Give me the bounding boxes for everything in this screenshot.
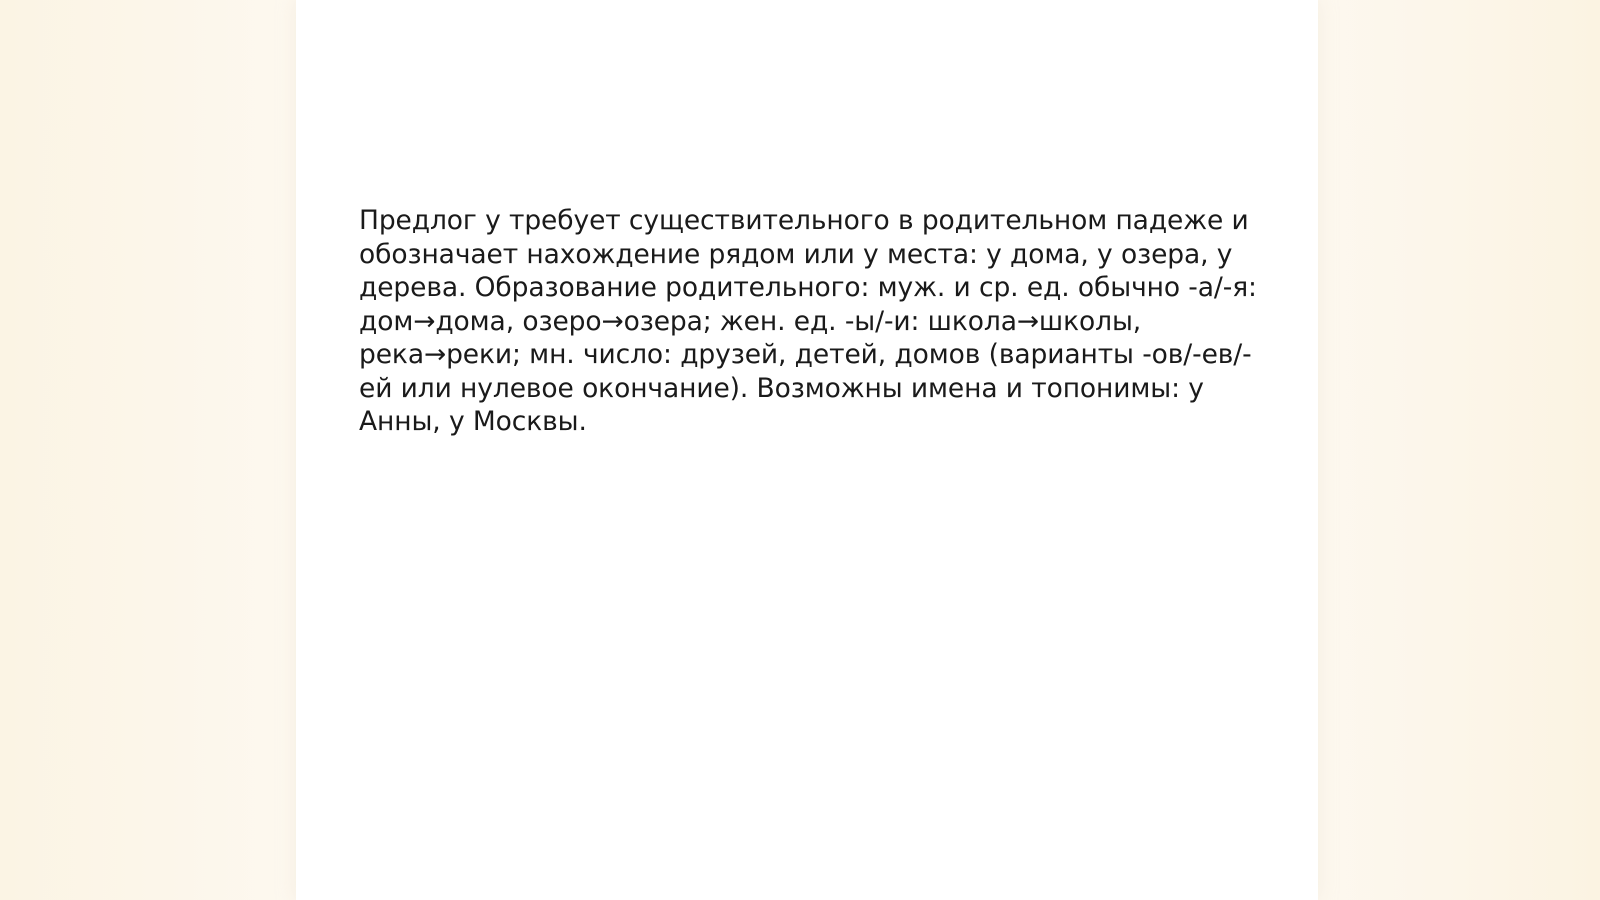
document-page [296,0,1318,900]
body-paragraph: Предлог у требует существительного в родительном падеже и обозначает нахождение рядом или у места: у дома, у озера, у дерева. Образование родительного: муж. и ср. ед. обычно -а/-я: дом→дома, озеро→озера; жен. ед. -ы/-и: школа→школы, река→реки; мн. число: друзей, детей, домов (варианты -ов/-ев/- ей или нулевое окончание). Возможны имена и топонимы: у Анны, у Москвы. [359,205,1257,437]
